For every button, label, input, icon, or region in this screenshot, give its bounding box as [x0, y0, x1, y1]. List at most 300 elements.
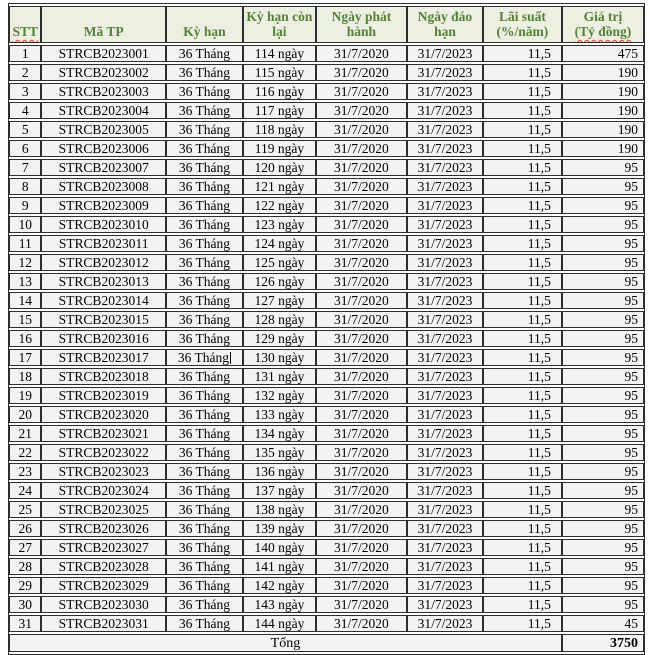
cell-maturity_date[interactable] [407, 406, 483, 423]
cell-remaining[interactable] [243, 330, 316, 347]
cell-text: 31/7/2020 [334, 445, 389, 460]
cell-value[interactable] [562, 577, 644, 594]
cell-maturity_date[interactable] [407, 292, 483, 309]
cell-text: 31/7/2020 [334, 293, 389, 308]
cell-term[interactable] [166, 311, 243, 328]
cell-value[interactable] [562, 539, 644, 556]
table-row [9, 501, 644, 518]
cell-rate[interactable] [483, 482, 562, 499]
cell-remaining[interactable] [243, 387, 316, 404]
cell-stt[interactable] [9, 102, 41, 119]
cell-remaining[interactable] [243, 64, 316, 81]
cell-rate[interactable] [483, 539, 562, 556]
cell-issue_date[interactable] [316, 368, 407, 385]
cell-code[interactable] [41, 45, 166, 62]
cell-term[interactable] [166, 406, 243, 423]
cell-maturity_date[interactable] [407, 558, 483, 575]
cell-code[interactable] [41, 501, 166, 518]
cell-stt[interactable] [9, 83, 41, 100]
cell-stt[interactable] [9, 539, 41, 556]
cell-rate[interactable] [483, 596, 562, 613]
cell-remaining[interactable] [243, 577, 316, 594]
cell-maturity_date[interactable] [407, 596, 483, 613]
cell-remaining[interactable] [243, 102, 316, 119]
cell-stt[interactable] [9, 558, 41, 575]
cell-issue_date[interactable] [316, 159, 407, 176]
bond-code-text: STRCB2023016 [58, 331, 149, 346]
cell-issue_date[interactable] [316, 292, 407, 309]
cell-stt[interactable] [9, 596, 41, 613]
cell-rate[interactable] [483, 216, 562, 233]
cell-remaining[interactable] [243, 45, 316, 62]
cell-rate[interactable] [483, 501, 562, 518]
cell-text: 132 ngày [254, 388, 305, 403]
cell-code[interactable] [41, 121, 166, 138]
cell-code[interactable] [41, 558, 166, 575]
cell-term[interactable] [166, 273, 243, 290]
cell-stt[interactable] [9, 311, 41, 328]
bond-code-text: STRCB2023014 [58, 293, 149, 308]
cell-rate[interactable] [483, 463, 562, 480]
cell-issue_date[interactable] [316, 102, 407, 119]
cell-rate[interactable] [483, 615, 562, 632]
cell-term[interactable] [166, 292, 243, 309]
header-ky-han[interactable] [166, 6, 243, 43]
cell-remaining[interactable] [243, 539, 316, 556]
cell-maturity_date[interactable] [407, 463, 483, 480]
cell-value[interactable] [562, 368, 644, 385]
cell-value[interactable] [562, 520, 644, 537]
cell-rate[interactable] [483, 83, 562, 100]
cell-value[interactable] [562, 273, 644, 290]
cell-text: 31/7/2023 [417, 122, 473, 137]
cell-stt[interactable] [9, 197, 41, 214]
header-ky-han-con-lai[interactable] [243, 6, 316, 43]
cell-code[interactable] [41, 596, 166, 613]
cell-text: 31/7/2023 [417, 312, 473, 327]
bond-code-text: STRCB2023015 [58, 312, 149, 327]
cell-maturity_date[interactable] [407, 197, 483, 214]
cell-value[interactable] [562, 121, 644, 138]
cell-text: 31/7/2020 [334, 350, 389, 365]
cell-code[interactable] [41, 444, 166, 461]
cell-issue_date[interactable] [316, 425, 407, 442]
cell-remaining[interactable] [243, 178, 316, 195]
cell-issue_date[interactable] [316, 539, 407, 556]
bond-code-text: STRCB2023002 [58, 65, 149, 80]
cell-text: 11,5 [527, 483, 551, 498]
table-row [9, 197, 644, 214]
cell-term[interactable] [166, 615, 243, 632]
cell-stt[interactable] [9, 349, 41, 366]
cell-term[interactable] [166, 121, 243, 138]
cell-issue_date[interactable] [316, 254, 407, 271]
cell-maturity_date[interactable] [407, 520, 483, 537]
cell-code[interactable] [41, 406, 166, 423]
cell-text: 36 Tháng [178, 84, 231, 99]
cell-issue_date[interactable] [316, 216, 407, 233]
cell-maturity_date[interactable] [407, 425, 483, 442]
cell-maturity_date[interactable] [407, 482, 483, 499]
cell-remaining[interactable] [243, 349, 316, 366]
cell-issue_date[interactable] [316, 311, 407, 328]
cell-rate[interactable] [483, 330, 562, 347]
cell-rate[interactable] [483, 178, 562, 195]
cell-code[interactable] [41, 254, 166, 271]
cell-term[interactable] [166, 64, 243, 81]
cell-code[interactable] [41, 178, 166, 195]
cell-rate[interactable] [483, 577, 562, 594]
cell-value[interactable] [562, 558, 644, 575]
cell-code[interactable] [41, 235, 166, 252]
cell-text: 121 ngày [254, 179, 305, 194]
cell-value[interactable] [562, 159, 644, 176]
cell-code[interactable] [41, 425, 166, 442]
bond-code-text: STRCB2023003 [58, 84, 149, 99]
cell-term[interactable] [166, 83, 243, 100]
cell-remaining[interactable] [243, 159, 316, 176]
cell-issue_date[interactable] [316, 273, 407, 290]
cell-stt[interactable] [9, 615, 41, 632]
cell-term[interactable] [166, 444, 243, 461]
cell-rate[interactable] [483, 140, 562, 157]
cell-stt[interactable] [9, 178, 41, 195]
cell-stt[interactable] [9, 216, 41, 233]
cell-stt[interactable] [9, 577, 41, 594]
header-stt[interactable] [9, 6, 41, 43]
header-row [9, 6, 644, 43]
cell-stt[interactable] [9, 330, 41, 347]
cell-text: 11,5 [527, 198, 551, 213]
cell-value[interactable] [562, 197, 644, 214]
cell-text: 36 Tháng [178, 65, 231, 80]
cell-value[interactable] [562, 444, 644, 461]
cell-value[interactable] [562, 330, 644, 347]
cell-remaining[interactable] [243, 197, 316, 214]
cell-remaining[interactable] [243, 216, 316, 233]
cell-term[interactable] [166, 349, 243, 366]
cell-remaining[interactable] [243, 425, 316, 442]
cell-value[interactable] [562, 425, 644, 442]
cell-remaining[interactable] [243, 520, 316, 537]
cell-stt[interactable] [9, 273, 41, 290]
bond-code-text: STRCB2023001 [58, 46, 149, 61]
cell-stt[interactable] [9, 444, 41, 461]
cell-issue_date[interactable] [316, 463, 407, 480]
cell-term[interactable] [166, 596, 243, 613]
header-ngay-phat-hanh[interactable] [316, 6, 407, 43]
cell-rate[interactable] [483, 45, 562, 62]
cell-text: 25 [18, 502, 32, 517]
cell-remaining[interactable] [243, 121, 316, 138]
cell-code[interactable] [41, 159, 166, 176]
cell-issue_date[interactable] [316, 45, 407, 62]
cell-maturity_date[interactable] [407, 539, 483, 556]
cell-text: 31/7/2020 [334, 521, 389, 536]
cell-remaining[interactable] [243, 501, 316, 518]
cell-term[interactable] [166, 577, 243, 594]
cell-code[interactable] [41, 387, 166, 404]
cell-term[interactable] [166, 368, 243, 385]
cell-remaining[interactable] [243, 292, 316, 309]
cell-rate[interactable] [483, 197, 562, 214]
cell-term[interactable] [166, 45, 243, 62]
cell-rate[interactable] [483, 64, 562, 81]
cell-value[interactable] [562, 501, 644, 518]
header-gia-tri-label: Giá trị [583, 9, 623, 24]
table-row [9, 558, 644, 575]
cell-rate[interactable] [483, 102, 562, 119]
cell-rate[interactable] [483, 368, 562, 385]
cell-code[interactable] [41, 368, 166, 385]
cell-remaining[interactable] [243, 406, 316, 423]
cell-text: 31/7/2020 [334, 407, 389, 422]
cell-value[interactable] [562, 83, 644, 100]
cell-text: 36 Tháng [178, 274, 231, 289]
cell-value[interactable] [562, 45, 644, 62]
cell-code[interactable] [41, 577, 166, 594]
cell-code[interactable] [41, 216, 166, 233]
cell-text: 36 Tháng [178, 559, 231, 574]
cell-code[interactable] [41, 83, 166, 100]
cell-rate[interactable] [483, 235, 562, 252]
cell-rate[interactable] [483, 121, 562, 138]
cell-stt[interactable] [9, 463, 41, 480]
bond-code-text: STRCB2023026 [58, 521, 149, 536]
cell-maturity_date[interactable] [407, 140, 483, 157]
cell-stt[interactable] [9, 368, 41, 385]
cell-maturity_date[interactable] [407, 45, 483, 62]
cell-stt[interactable] [9, 235, 41, 252]
cell-issue_date[interactable] [316, 349, 407, 366]
cell-maturity_date[interactable] [407, 349, 483, 366]
cell-maturity_date[interactable] [407, 121, 483, 138]
cell-term[interactable] [166, 539, 243, 556]
header-gia-tri[interactable] [562, 6, 644, 43]
cell-value[interactable] [562, 349, 644, 366]
cell-stt[interactable] [9, 406, 41, 423]
cell-maturity_date[interactable] [407, 64, 483, 81]
cell-maturity_date[interactable] [407, 615, 483, 632]
cell-issue_date[interactable] [316, 178, 407, 195]
cell-rate[interactable] [483, 159, 562, 176]
cell-issue_date[interactable] [316, 83, 407, 100]
cell-remaining[interactable] [243, 273, 316, 290]
cell-value[interactable] [562, 102, 644, 119]
cell-rate[interactable] [483, 273, 562, 290]
cell-rate[interactable] [483, 558, 562, 575]
table-row [9, 102, 644, 119]
cell-issue_date[interactable] [316, 330, 407, 347]
cell-term[interactable] [166, 387, 243, 404]
cell-rate[interactable] [483, 292, 562, 309]
cell-remaining[interactable] [243, 254, 316, 271]
cell-issue_date[interactable] [316, 121, 407, 138]
cell-issue_date[interactable] [316, 577, 407, 594]
cell-stt[interactable] [9, 387, 41, 404]
cell-text: 11,5 [527, 141, 551, 156]
cell-stt[interactable] [9, 501, 41, 518]
cell-term[interactable] [166, 425, 243, 442]
cell-stt[interactable] [9, 254, 41, 271]
cell-value[interactable] [562, 235, 644, 252]
cell-value[interactable] [562, 64, 644, 81]
cell-term[interactable] [166, 558, 243, 575]
cell-code[interactable] [41, 311, 166, 328]
cell-rate[interactable] [483, 406, 562, 423]
cell-term[interactable] [166, 178, 243, 195]
table-row [9, 539, 644, 556]
cell-term[interactable] [166, 102, 243, 119]
cell-maturity_date[interactable] [407, 387, 483, 404]
cell-value[interactable] [562, 615, 644, 632]
header-ma-tp[interactable] [41, 6, 166, 43]
cell-maturity_date[interactable] [407, 254, 483, 271]
cell-issue_date[interactable] [316, 64, 407, 81]
cell-maturity_date[interactable] [407, 273, 483, 290]
cell-remaining[interactable] [243, 140, 316, 157]
cell-remaining[interactable] [243, 83, 316, 100]
cell-issue_date[interactable] [316, 596, 407, 613]
cell-value[interactable] [562, 178, 644, 195]
cell-code[interactable] [41, 463, 166, 480]
cell-text: 131 ngày [254, 369, 305, 384]
cell-value[interactable] [562, 140, 644, 157]
cell-remaining[interactable] [243, 615, 316, 632]
cell-text: 30 [18, 597, 32, 612]
total-value[interactable]: 3750 [562, 634, 644, 652]
cell-stt[interactable] [9, 482, 41, 499]
cell-text: 36 Tháng [178, 217, 231, 232]
cell-maturity_date[interactable] [407, 235, 483, 252]
cell-remaining[interactable] [243, 482, 316, 499]
cell-code[interactable] [41, 197, 166, 214]
cell-issue_date[interactable] [316, 501, 407, 518]
cell-issue_date[interactable] [316, 615, 407, 632]
cell-code[interactable] [41, 482, 166, 499]
cell-code[interactable] [41, 102, 166, 119]
cell-term[interactable] [166, 330, 243, 347]
cell-maturity_date[interactable] [407, 444, 483, 461]
cell-stt[interactable] [9, 425, 41, 442]
cell-stt[interactable] [9, 121, 41, 138]
cell-term[interactable] [166, 482, 243, 499]
cell-issue_date[interactable] [316, 520, 407, 537]
cell-text: 31/7/2020 [334, 141, 389, 156]
cell-issue_date[interactable] [316, 235, 407, 252]
cell-term[interactable] [166, 216, 243, 233]
cell-stt[interactable] [9, 140, 41, 157]
cell-code[interactable] [41, 520, 166, 537]
cell-remaining[interactable] [243, 368, 316, 385]
cell-code[interactable] [41, 292, 166, 309]
cell-term[interactable] [166, 520, 243, 537]
cell-maturity_date[interactable] [407, 178, 483, 195]
cell-value[interactable] [562, 311, 644, 328]
cell-code[interactable] [41, 273, 166, 290]
cell-code[interactable] [41, 615, 166, 632]
bond-code-text: STRCB2023027 [58, 540, 149, 555]
cell-code[interactable] [41, 349, 166, 366]
cell-remaining[interactable] [243, 463, 316, 480]
text-cursor [230, 352, 231, 364]
cell-maturity_date[interactable] [407, 159, 483, 176]
cell-issue_date[interactable] [316, 444, 407, 461]
cell-value[interactable] [562, 482, 644, 499]
cell-value[interactable] [562, 463, 644, 480]
cell-issue_date[interactable] [316, 197, 407, 214]
header-lai-suat[interactable] [483, 6, 562, 43]
cell-text: 28 [18, 559, 32, 574]
cell-text: 138 ngày [254, 502, 305, 517]
cell-issue_date[interactable] [316, 558, 407, 575]
cell-issue_date[interactable] [316, 140, 407, 157]
cell-issue_date[interactable] [316, 482, 407, 499]
cell-issue_date[interactable] [316, 406, 407, 423]
cell-remaining[interactable] [243, 311, 316, 328]
cell-stt[interactable] [9, 159, 41, 176]
cell-maturity_date[interactable] [407, 368, 483, 385]
cell-remaining[interactable] [243, 596, 316, 613]
total-label[interactable]: Tổng [9, 634, 562, 652]
cell-rate[interactable] [483, 520, 562, 537]
cell-value[interactable] [562, 216, 644, 233]
cell-value[interactable] [562, 292, 644, 309]
cell-maturity_date[interactable] [407, 311, 483, 328]
cell-stt[interactable] [9, 45, 41, 62]
cell-term[interactable] [166, 159, 243, 176]
cell-term[interactable] [166, 140, 243, 157]
cell-maturity_date[interactable] [407, 216, 483, 233]
cell-code[interactable] [41, 140, 166, 157]
cell-stt[interactable] [9, 520, 41, 537]
cell-stt[interactable] [9, 292, 41, 309]
cell-rate[interactable] [483, 311, 562, 328]
cell-rate[interactable] [483, 425, 562, 442]
cell-term[interactable] [166, 501, 243, 518]
cell-code[interactable] [41, 330, 166, 347]
cell-text: 118 ngày [254, 122, 305, 137]
cell-text: 22 [18, 445, 32, 460]
cell-remaining[interactable] [243, 444, 316, 461]
cell-term[interactable] [166, 254, 243, 271]
table-row [9, 463, 644, 480]
cell-value[interactable] [562, 387, 644, 404]
cell-rate[interactable] [483, 444, 562, 461]
cell-maturity_date[interactable] [407, 330, 483, 347]
cell-rate[interactable] [483, 254, 562, 271]
cell-term[interactable] [166, 235, 243, 252]
cell-remaining[interactable] [243, 558, 316, 575]
cell-stt[interactable] [9, 64, 41, 81]
header-ngay-dao-han[interactable] [407, 6, 483, 43]
cell-issue_date[interactable] [316, 387, 407, 404]
cell-term[interactable] [166, 463, 243, 480]
cell-value[interactable] [562, 406, 644, 423]
cell-remaining[interactable] [243, 235, 316, 252]
cell-code[interactable] [41, 539, 166, 556]
cell-value[interactable] [562, 596, 644, 613]
cell-value[interactable] [562, 254, 644, 271]
cell-maturity_date[interactable] [407, 83, 483, 100]
cell-rate[interactable] [483, 387, 562, 404]
cell-maturity_date[interactable] [407, 501, 483, 518]
cell-maturity_date[interactable] [407, 102, 483, 119]
cell-term[interactable] [166, 197, 243, 214]
cell-code[interactable] [41, 64, 166, 81]
cell-maturity_date[interactable] [407, 577, 483, 594]
cell-rate[interactable] [483, 349, 562, 366]
